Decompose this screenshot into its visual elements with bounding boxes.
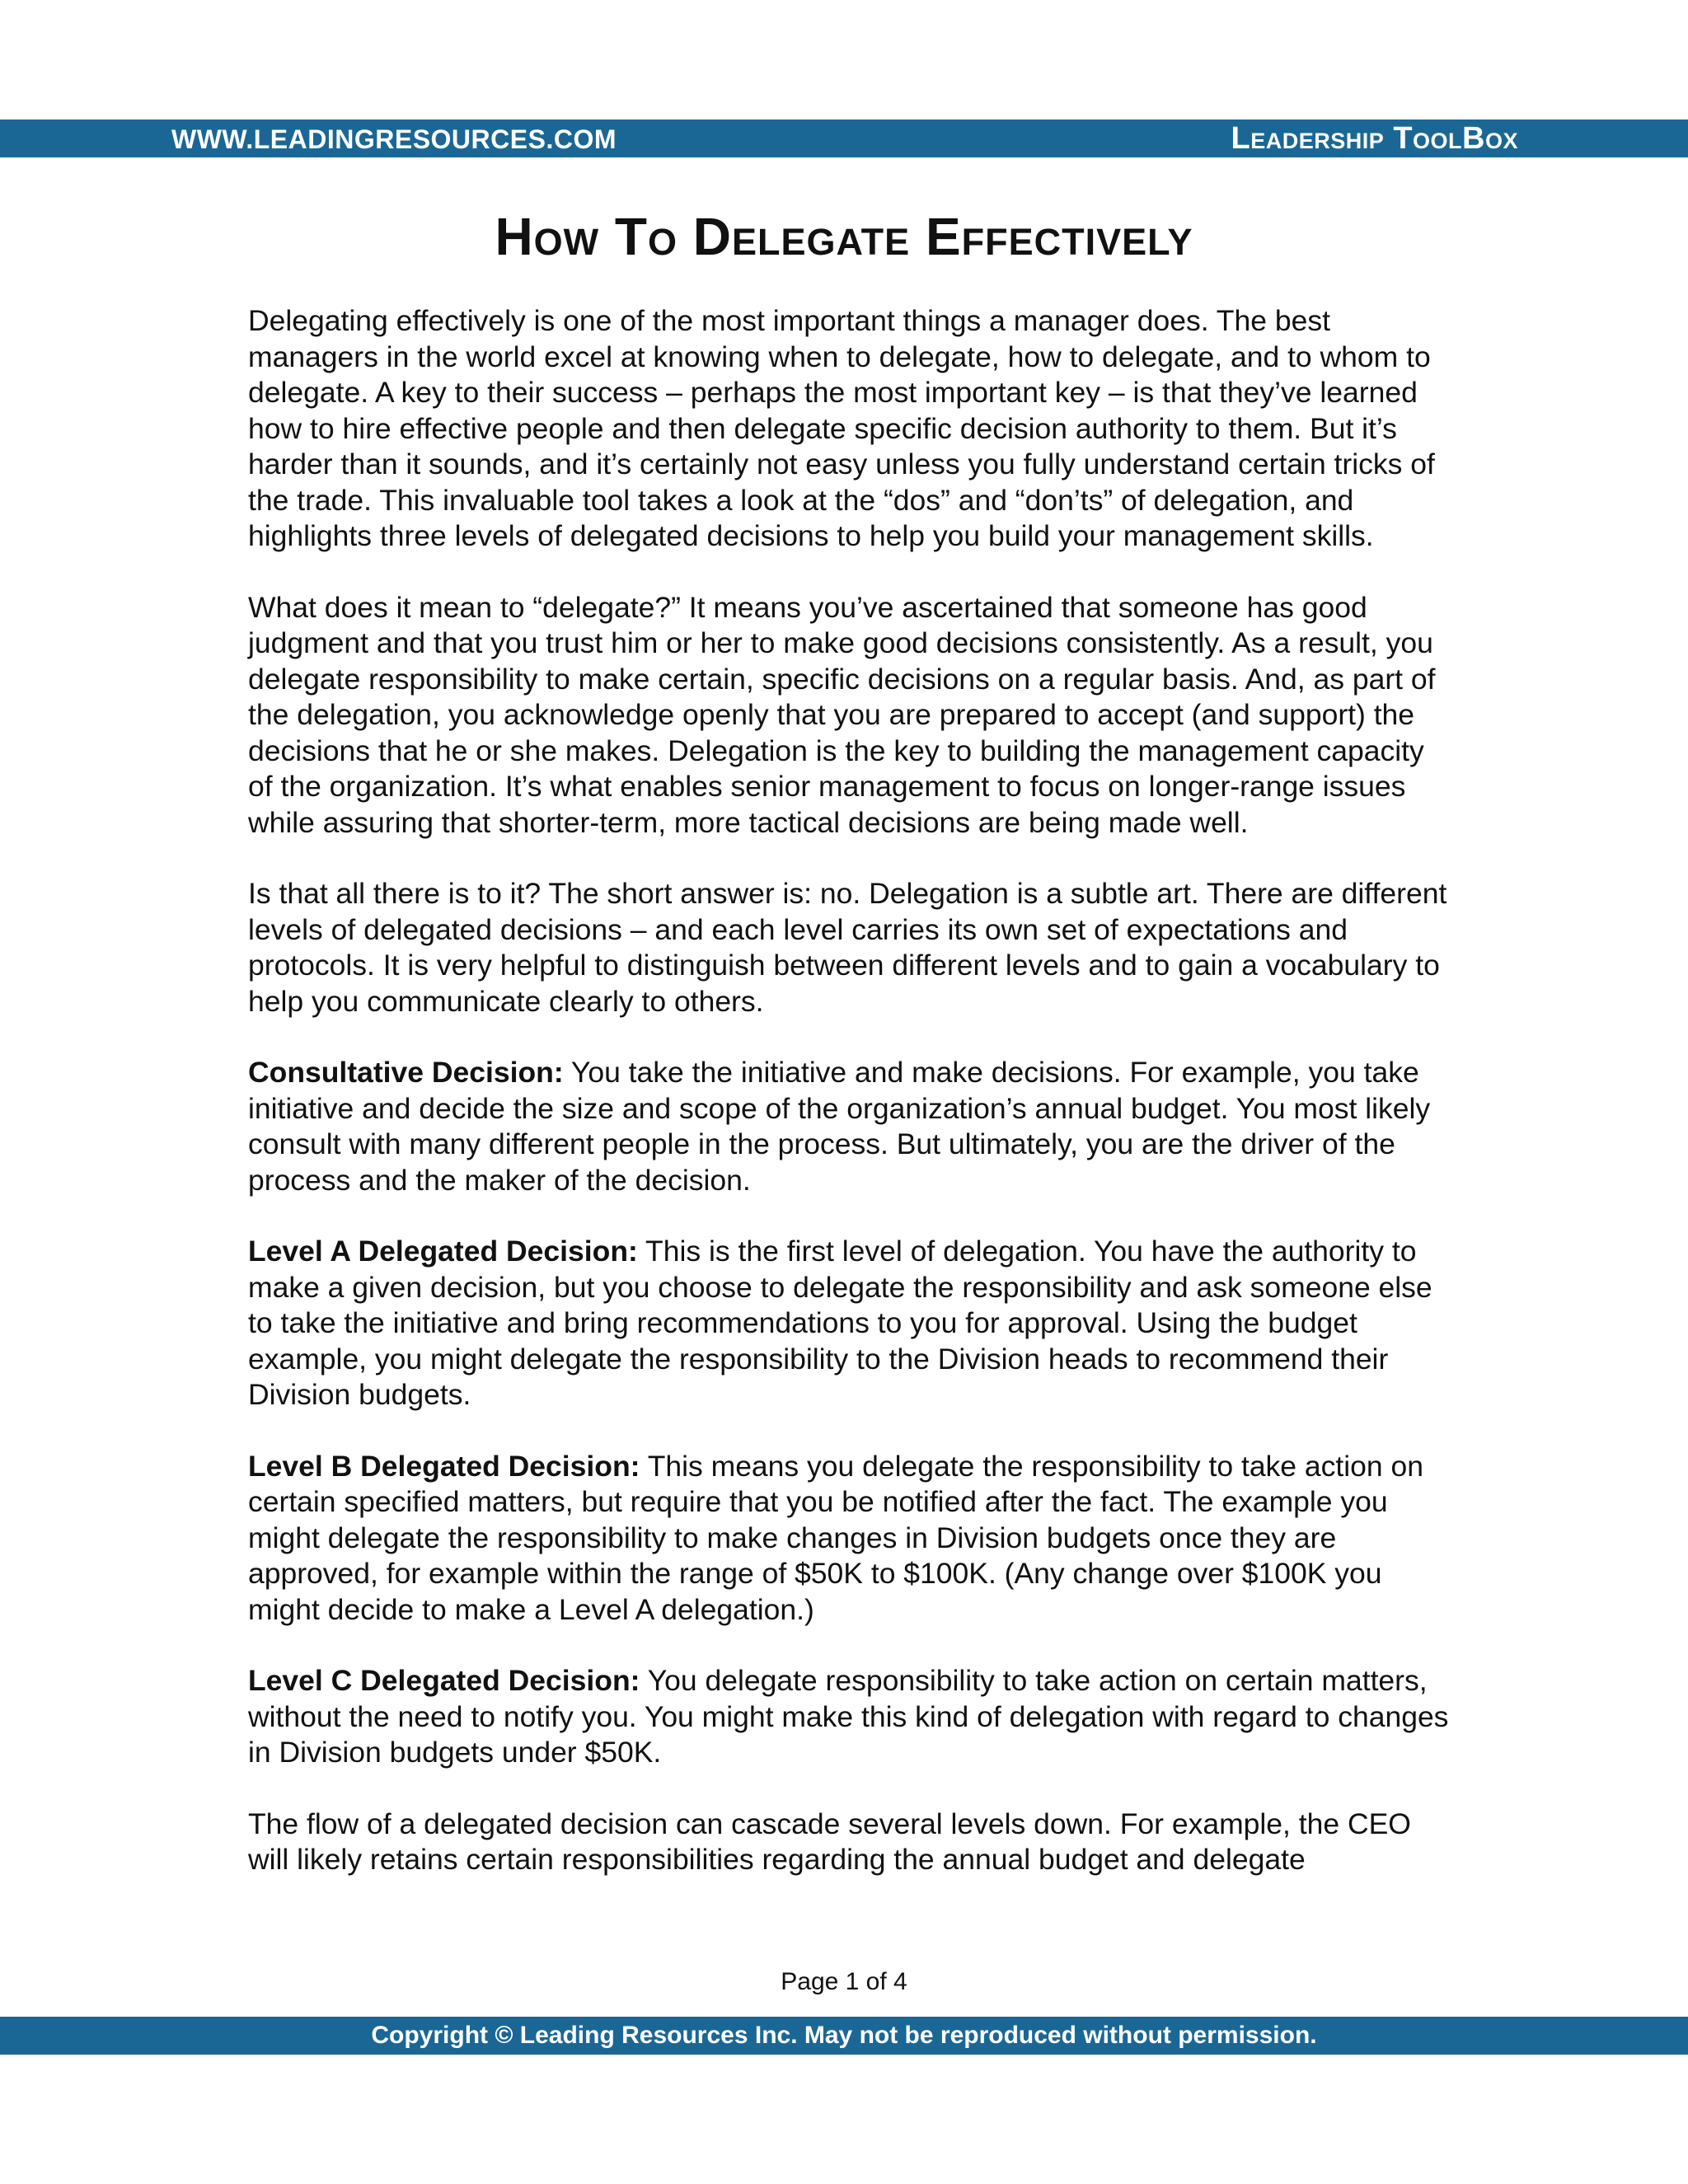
level-b-decision-paragraph bbox=[248, 1449, 1451, 1629]
level-c-decision-term: Level C Delegated Decision: bbox=[248, 1664, 640, 1697]
level-c-decision-paragraph bbox=[248, 1663, 1451, 1771]
level-a-decision-paragraph bbox=[248, 1234, 1451, 1413]
header-bar bbox=[0, 120, 1688, 157]
document-title: How To Delegate Effectively bbox=[495, 207, 1193, 266]
definition-paragraph: What does it mean to “delegate?” It means you’ve ascertained that someone has good judgment and that you trust him or her to make good decisions consistently. As a result, you delegate responsibility to make certain, specific decisions on a regular basis. And, as part of the delegation, you acknowledge openly that you are prepared to accept (and support) the decisions that he or she makes. Delegation is the key to building the management capacity of the organization. It’s what enables senior management to focus on longer-range issues while assuring that shorter-term, more tactical decisions are being made well. bbox=[248, 590, 1436, 839]
cascade-paragraph: The flow of a delegated decision can cascade several levels down. For example, the CEO will likely retains certain responsibilities regarding the annual budget and delegate bbox=[248, 1807, 1411, 1876]
level-a-decision-term: Level A Delegated Decision: bbox=[248, 1235, 638, 1268]
level-b-decision-term: Level B Delegated Decision: bbox=[248, 1449, 640, 1483]
consultative-decision-paragraph bbox=[248, 1055, 1451, 1198]
levels-intro-paragraph: Is that all there is to it? The short answer is: no. Delegation is a subtle art. There are different levels of delegated decisions – and each level carries its own set of expectations and protocols. It is very helpful to distinguish between different levels and to gain a vocabulary to help you communicate clearly to others. bbox=[248, 877, 1447, 1018]
page-number: Page 1 of 4 bbox=[781, 1968, 907, 1995]
website-url: WWW.LEADINGRESOURCES.COM bbox=[171, 124, 617, 154]
series-title: Leadership ToolBox bbox=[1231, 121, 1518, 156]
copyright-footer: Copyright © Leading Resources Inc. May not be reproduced without permission. bbox=[0, 2017, 1688, 2055]
intro-paragraph: Delegating effectively is one of the most important things a manager does. The best managers in the world excel at knowing when to delegate, how to delegate, and to whom to delegate. A key to their success – perhaps the most important key – is that they’ve learned how to hire effective people and then delegate specific decision authority to them. But it’s harder than it sounds, and it’s certainly not easy unless you fully understand certain tricks of the trade. This invaluable tool takes a look at the “dos” and “don’ts” of delegation, and highlights three levels of delegated decisions to help you build your management skills. bbox=[248, 304, 1435, 552]
level-a-decision-text: This is the first level of delegation. You have the authority to make a given decision, but you choose to delegate the responsibility and ask someone else to take the initiative and bring recommendations to you for approval. Using the budget example, you might delegate the responsibility to the Division heads to recommend their Division budgets. bbox=[248, 1235, 1432, 1411]
consultative-decision-text: You take the initiative and make decisions. For example, you take initiative and decide the size and scope of the organization’s annual budget. You most likely consult with many different people in the process. But ultimately, you are the driver of the process and the maker of the decision. bbox=[248, 1056, 1431, 1197]
level-b-decision-text: This means you delegate the responsibility to take action on certain specified matters, but require that you be notified after the fact. The example you might delegate the responsibility to make changes in Division budgets once they are approved, for example within the range of $50K to $100K. (Any change over $100K you might decide to make a Level A delegation.) bbox=[248, 1449, 1423, 1626]
consultative-decision-term: Consultative Decision: bbox=[248, 1056, 564, 1089]
level-c-decision-text: You delegate responsibility to take action on certain matters, without the need to notify you. You might make this kind of delegation with regard to changes in Division budgets under $50K. bbox=[248, 1664, 1449, 1769]
document-body bbox=[248, 303, 1451, 1914]
